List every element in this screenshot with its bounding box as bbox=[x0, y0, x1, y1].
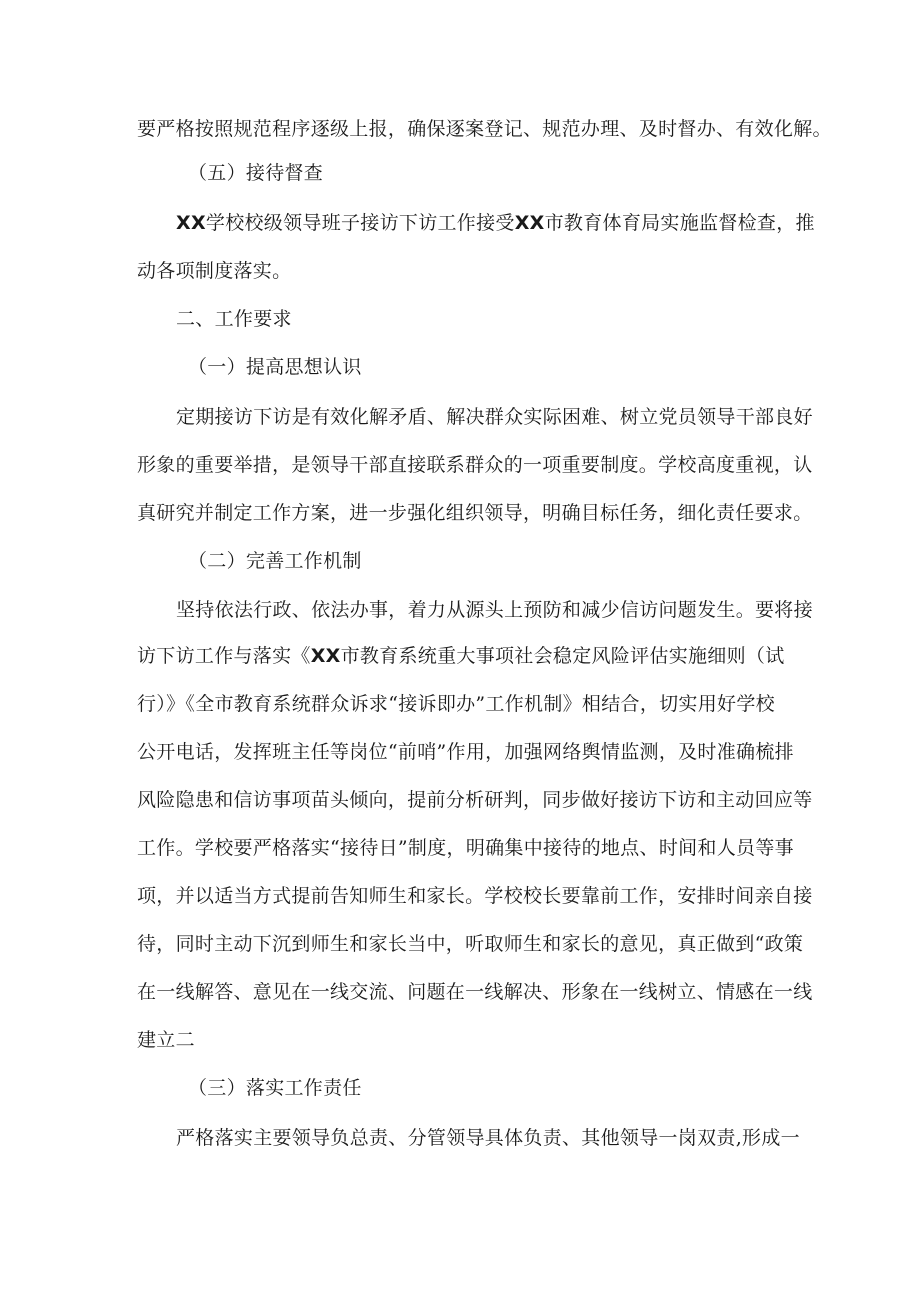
text-span: 市教育系统重大事项社会稳定风险评估实施细则（试 bbox=[340, 645, 785, 667]
paragraph-line: 待，同时主动下沉到师生和家长当中，听取师生和家长的意见，真正做到“政策 bbox=[137, 933, 804, 955]
paragraph-line: 要严格按照规范程序逐级上报，确保逐案登记、规范办理、及时督办、有效化解。 bbox=[137, 118, 832, 140]
placeholder-code: XX bbox=[176, 212, 206, 234]
subheading-improve-mechanism: （二）完善工作机制 bbox=[188, 550, 362, 572]
paragraph-line: 在一线解答、意见在一线交流、问题在一线解决、形象在一线树立、情感在一线 bbox=[137, 981, 813, 1003]
paragraph-line: 工作。学校要严格落实“接待日”制度，明确集中接待的地点、时间和人员等事 bbox=[137, 837, 794, 859]
paragraph-line bbox=[137, 643, 785, 669]
paragraph-line: 行）》《全市教育系统群众诉求“接诉即办”工作机制》相结合，切实用好学校 bbox=[137, 693, 775, 715]
text-span: 市教育体育局实施监督检查，推 bbox=[544, 212, 815, 234]
text-span: 学校校级领导班子接访下访工作接受 bbox=[205, 212, 515, 234]
paragraph-line: 真研究并制定工作方案，进一步强化组织领导，明确目标任务，细化责任要求。 bbox=[137, 502, 813, 524]
paragraph-line: 建立二 bbox=[137, 1029, 195, 1051]
paragraph-line: 项，并以适当方式提前告知师生和家长。学校校长要靠前工作，安排时间亲自接 bbox=[137, 885, 813, 907]
paragraph-line: 严格落实主要领导负总责、分管领导具体负责、其他领导一岗双责,形成一 bbox=[176, 1127, 800, 1149]
paragraph-line bbox=[176, 210, 815, 236]
paragraph-line: 公开电话，发挥班主任等岗位“前哨”作用，加强网络舆情监测，及时准确梳排 bbox=[137, 741, 794, 763]
paragraph-line: 动各项制度落实。 bbox=[137, 260, 292, 282]
subheading-raise-awareness: （一）提高思想认识 bbox=[188, 356, 362, 378]
paragraph-line: 坚持依法行政、依法办事，着力从源头上预防和减少信访问题发生。要将接 bbox=[176, 599, 813, 621]
paragraph-line: 风险隐患和信访事项苗头倾向，提前分析研判，同步做好接访下访和主动回应等 bbox=[137, 789, 813, 811]
paragraph-line: 定期接访下访是有效化解矛盾、解决群众实际困难、树立党员领导干部良好 bbox=[176, 406, 813, 428]
subheading-implement-responsibility: （三）落实工作责任 bbox=[188, 1077, 362, 1099]
placeholder-code: XX bbox=[310, 645, 341, 667]
section-heading-work-requirements: 二、工作要求 bbox=[176, 308, 292, 330]
paragraph-line: 形象的重要举措，是领导干部直接联系群众的一项重要制度。学校高度重视，认 bbox=[137, 454, 813, 476]
text-span: 访下访工作与落实《 bbox=[137, 645, 311, 667]
subheading-receiving-supervision: （五）接待督查 bbox=[188, 162, 324, 184]
placeholder-code: XX bbox=[514, 212, 545, 234]
